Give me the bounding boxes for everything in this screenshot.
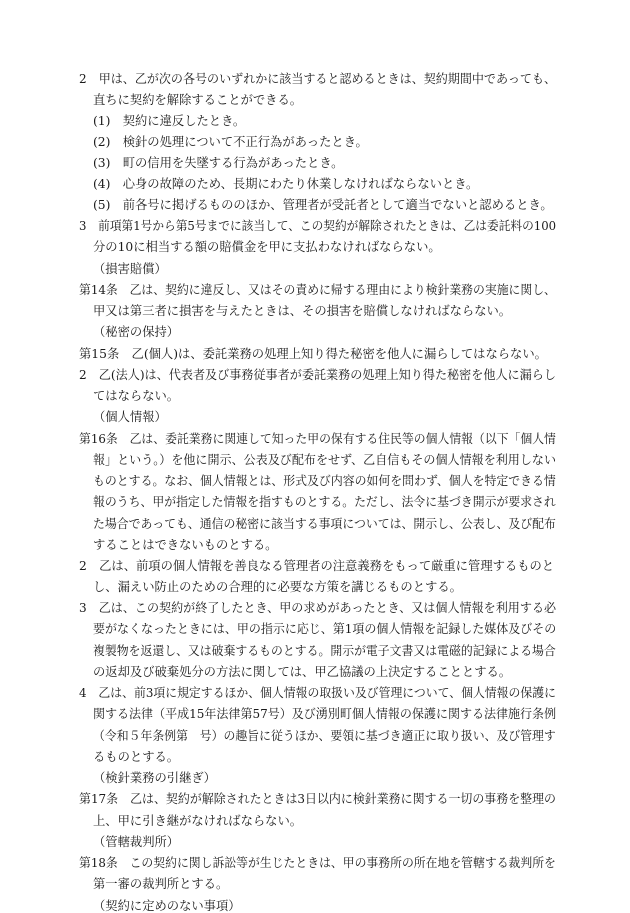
article-16-para-4-line: 4 乙は、前3項に規定するほか、個人情報の取扱い及び管理について、個人情報の保護に — [79, 686, 556, 700]
text-line: 上、甲に引き継がなければならない。 — [93, 814, 303, 828]
article-15-line: 第15条 乙(個人)は、委託業務の処理上知り得た秘密を他人に漏らしてはならない。 — [79, 347, 547, 361]
article-16-para-3-line: 3 乙は、この契約が終了したとき、甲の求めがあったとき、又は個人情報を利用する必 — [79, 601, 557, 615]
clause-2-line: 2 甲は、乙が次の各号のいずれかに該当すると認めるときは、契約期間中であっても、 — [79, 72, 557, 86]
text-line: 報」という。）を他に開示、公表及び配布をせず、乙自信もその個人情報を利用しない — [93, 453, 557, 467]
heading-damages: （損害賠償） — [93, 262, 167, 276]
text-line: 要がなくなったときには、甲の指示に応じ、第1項の個人情報を記録した媒体及びその — [93, 622, 557, 636]
heading-personal-info: （個人情報） — [93, 410, 167, 424]
heading-handover: （検針業務の引継ぎ） — [93, 771, 216, 785]
text-line: (4) 心身の故障のため、長期にわたり休業しなければならないとき。 — [93, 177, 479, 191]
text-line: (1) 契約に違反したとき。 — [93, 114, 246, 128]
text-line: （令和５年条例第 号）の趣旨に従うほか、要領に基づき適正に取り扱い、及び管理す — [93, 729, 556, 743]
text-line: の返却及び破棄処分の方法に関しては、甲乙協議の上決定することとする。 — [93, 665, 512, 679]
article-17-line: 第17条 乙は、契約が解除されたときは3日以内に検針業務に関する一切の事務を整理の — [79, 792, 557, 806]
heading-confidentiality: （秘密の保持） — [93, 325, 180, 339]
text-line: 直ちに契約を解除することができる。 — [93, 93, 303, 107]
text-line: することはできないものとする。 — [93, 538, 278, 552]
text-line: 第一審の裁判所とする。 — [93, 877, 229, 891]
text-line: し、漏えい防止のための合理的に必要な方策を講じるものとする。 — [93, 580, 462, 594]
text-line: 関する法律（平成15年法律第57号）及び湧別町個人情報の保護に関する法律施行条例 — [93, 707, 557, 721]
text-line: (5) 前各号に掲げるもののほか、管理者が受託者として適当でないと認めるとき。 — [93, 198, 553, 212]
article-15-para-2-line: 2 乙(法人)は、代表者及び事務従事者が委託業務の処理上知り得た秘密を他人に漏らし — [79, 368, 556, 382]
text-line: 報のうち、甲が指定した情報を指すものとする。ただし、法令に基づき開示が要求され — [93, 495, 556, 509]
clause-3-line: 3 前項第1号から第5号までに該当して、この契約が解除されたときは、乙は委託料の100 — [79, 219, 557, 233]
article-16-line: 第16条 乙は、委託業務に関連して知った甲の保有する住民等の個人情報（以下「個人情 — [79, 432, 556, 446]
heading-unspecified-matters: （契約に定めのない事項） — [93, 898, 241, 913]
text-line: た場合であっても、通信の秘密に該当する事項については、開示し、公表し、及び配布 — [93, 517, 556, 531]
heading-jurisdiction: （管轄裁判所） — [93, 835, 180, 849]
text-line: (3) 町の信用を失墜する行為があったとき。 — [93, 156, 344, 170]
text-line: るものとする。 — [93, 750, 180, 764]
article-18-line: 第18条 この契約に関し訴訟等が生じたときは、甲の事務所の所在地を管轄する裁判所を — [79, 856, 556, 870]
article-16-para-2-line: 2 乙は、前項の個人情報を善良なる管理者の注意義務をもって厳重に管理するものと — [79, 559, 555, 573]
text-line: 複製物を返還し、又は破棄するものとする。開示が電子文書又は電磁的記録による場合 — [93, 644, 556, 658]
article-14-line: 第14条 乙は、契約に違反し、又はその責めに帰する理由により検針業務の実施に関し、 — [79, 283, 556, 297]
text-line: 分の10に相当する額の賠償金を甲に支払わなければならない。 — [93, 240, 441, 254]
text-line: てはならない。 — [93, 389, 180, 403]
text-line: 甲又は第三者に損害を与えたときは、その損害を賠償しなければならない。 — [93, 304, 512, 318]
text-line: (2) 検針の処理について不正行為があったとき。 — [93, 135, 368, 149]
text-line: ものとする。なお、個人情報とは、形式及び内容の如何を問わず、個人を特定できる情 — [93, 474, 556, 488]
